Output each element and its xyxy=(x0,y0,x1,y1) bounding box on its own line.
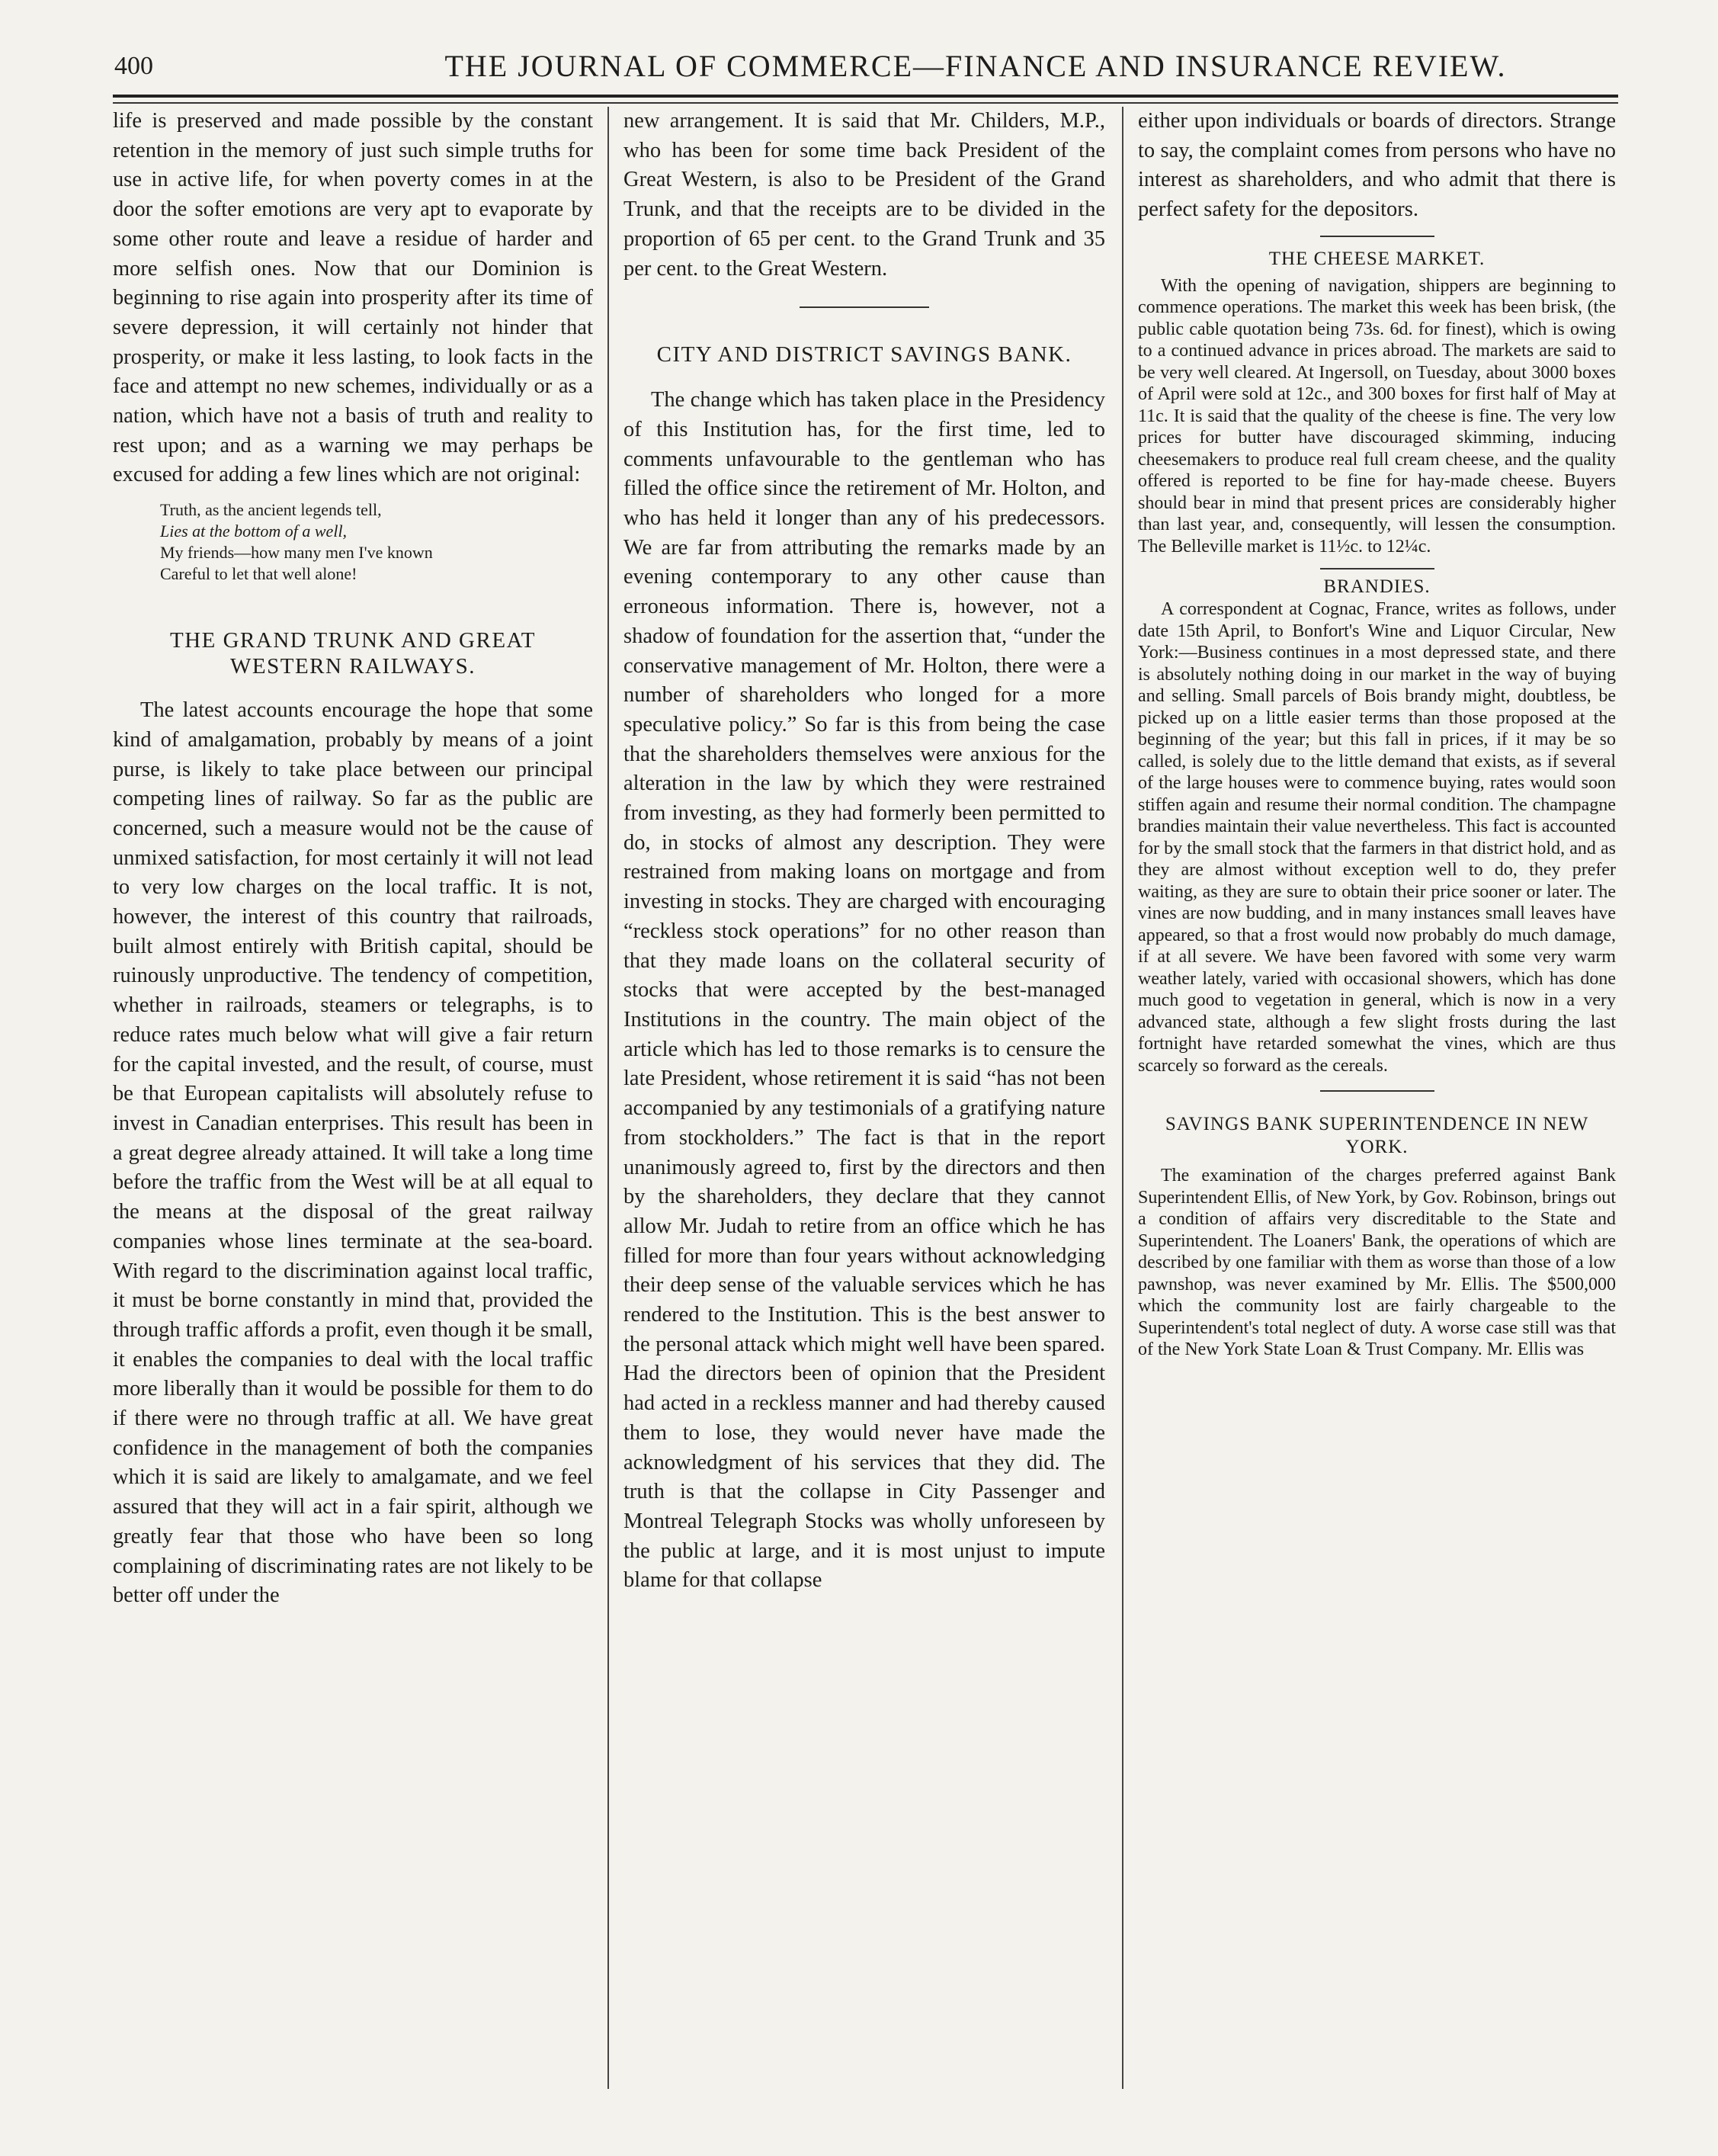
article-heading: SAVINGS BANK SUPERINTENDENCE IN NEW YORK. xyxy=(1165,1114,1589,1158)
article-paragraph: The latest accounts encourage the hope that some kind of amalgamation, probably by means of a joint purse, is likely to take place between our principal competing lines of railway. So far as the public are concerned, such a measure would not be the cause of unmixed satisfaction, for most certainly it will not lead to very low charges on the local traffic. It is not, however, the interest of this country that railroads, built almost entirely with British capital, should be ruinously unproductive. The tendency of competition, whether in railroads, steamers or telegraphs, is to reduce rates much below what will give a fair return for the capital invested, and the result, of course, must be that European capitalists will absolutely refuse to invest in Canadian enterprises. This result has been in a great degree already attained. It will take a long time before the traffic from the West will be at all equal to the means at the disposal of the great railway companies whose lines terminate at the sea-board. With regard to the discrimination against local traffic, it must be borne constantly in mind that, provided the through traffic affords a profit, even though it be small, it enables the companies to deal with the local traffic more liberally than it would be possible for them to do if there were no through traffic at all. We have great confidence in the management of both the companies which it is said are likely to amalgamate, and we feel assured that they will act in a fair spirit, although we greatly fear that those who have been so long complaining of discriminating rates are not likely to be better off under the xyxy=(113,698,593,1608)
header-rule-thick xyxy=(113,95,1618,98)
article-heading: THE CHEESE MARKET. xyxy=(1268,248,1486,269)
article-heading: THE GRAND TRUNK AND GREAT WESTERN RAILWAYS. xyxy=(169,628,537,679)
poem-line: Lies at the bottom of a well, xyxy=(160,521,348,541)
column-2 xyxy=(623,107,1105,1596)
article-paragraph: The change which has taken place in the Presidency of this Institution has, for the first time, led to comments unfavourable to the gentleman who has filled the office since the retirement of Mr. Holton, and who has held it longer than any of his predecessors. We are far from attributing the remarks made by an evening contemporary to any other cause than erroneous information. There is, however, not a shadow of foundation for the assertion that, “under the conservative management of Mr. Holton, there were a number of shareholders who longed for a more speculative policy.” So far is this from being the case that the shareholders themselves were anxious for the alteration in the law by which they were restrained from investing, as they had formerly been permitted to do, in stocks of almost any description. They were restrained from making loans on mortgage and from investing in stocks. They are charged with encouraging “reckless stock operations” for no other reason than that they made loans on the collateral security of stocks that were accepted by the best-managed Institutions in the country. The main object of the article which has led to those remarks is to censure the late President, whose retirement it is said “has not been accompanied by any testimonials of a gratifying nature from stockholders.” The fact is that in the report unanimously agreed to, first by the directors and then by the shareholders, they declare that they cannot allow Mr. Judah to retire from an office which he has filled for more than four years without acknowledging their deep sense of the valuable services which he has rendered to the Institution. This is the best answer to the personal attack which might well have been spared. Had the directors been of opinion that the President had acted in a reckless manner and had thereby caused them to lose, they would never have made the acknowledgment of his services that they did. The truth is that the collapse in City Passenger and Montreal Telegraph Stocks was wholly unforeseen by the public at large, and it is most unjust to impute blame for that collapse xyxy=(623,388,1105,1593)
running-title: THE JOURNAL OF COMMERCE—FINANCE AND INSURANCE REVIEW. xyxy=(444,49,1507,83)
poem-line: My friends—how many men I've known xyxy=(160,543,433,563)
page-header xyxy=(114,47,1623,85)
column-divider xyxy=(1122,107,1123,2089)
article-paragraph: new arrangement. It is said that Mr. Childers, M.P., who has been for some time back President of the Great Western, is also to be President of the Grand Trunk, and that the receipts are to be divided in the proportion of 65 per cent. to the Grand Trunk and 35 per cent. to the Great Western. xyxy=(623,109,1105,281)
poem-line: Careful to let that well alone! xyxy=(160,564,357,584)
article-paragraph: The examination of the charges preferred against Bank Superintendent Ellis, of New York, by Gov. Robinson, brings out a condition of affairs very discreditable to the State and Superintendent. The Loaners' Bank, the operations of which are described by one familiar with them as worse than those of a low pawnshop, was never examined by Mr. Ellis. The $500,000 which the community lost are fairly chargeable to the Superintendent's total neglect of duty. A worse case still was that of the New York State Loan & Trust Company. Mr. Ellis was xyxy=(1138,1166,1616,1360)
article-paragraph: A correspondent at Cognac, France, writes as follows, under date 15th April, to Bonfort's Wine and Liquor Circular, New York:—Business continues in a most depressed state, and there is absolutely nothing doing in our market in the way of buying and selling. Small parcels of Bois brandy might, doubtless, be picked up on a little easier terms than those proposed at the beginning of the year; but this fall in prices, if it may be so called, is solely due to the little demand that exists, as if several of the large houses were to commence buying, rates would soon stiffen again and resume their normal condition. The champagne brandies maintain their value nevertheless. This fact is accounted for by the small stock that the farmers in that district hold, and as they are almost without exception well to do, they prefer waiting, as they are sure to obtain their price sooner or later. The vines are now budding, and in many instances small leaves have appeared, so that a frost would now probably do much damage, if at all severe. We have been favored with some very warm weather lately, varied with occasional showers, which has done much good to vegetation in general, which is now in a very advanced state, although a few slight frosts during the last fortnight have retarded somewhat the vines, which are thus scarcely so forward as the cereals. xyxy=(1138,599,1616,1076)
column-1 xyxy=(113,107,593,1611)
poem-line: Truth, as the ancient legends tell, xyxy=(160,500,382,520)
column-3 xyxy=(1138,107,1616,1361)
article-paragraph: With the opening of navigation, shippers are beginning to commence operations. The market this week has been brisk, (the public cable quotation being 73s. 6d. for finest), which is owing to a continued advance in prices abroad. The markets are said to be very well cleared. At Ingersoll, on Tuesday, about 3000 boxes of April were sold at 12c., and 300 boxes for first half of May at 11c. It is said that the quality of the cheese is fine. The very low prices for butter have discouraged skimming, inducing cheesemakers to produce real full cream cheese, and the quality offered is reported to be fine for hay-made cheese. Buyers should bear in mind that present prices are considerably higher than last year, and, consequently, will lessen the consumption. The Belleville market is 11½c. to 12¼c. xyxy=(1138,275,1616,557)
article-paragraph: either upon individuals or boards of directors. Strange to say, the complaint comes from persons who have no interest as shareholders, and who admit that there is perfect safety for the depositors. xyxy=(1138,109,1616,222)
article-heading: BRANDIES. xyxy=(1323,576,1431,598)
column-divider xyxy=(607,107,609,2089)
poem-verse xyxy=(160,499,593,585)
article-paragraph: life is preserved and made possible by the constant retention in the memory of just such simple truths for use in active life, for when poverty comes in at the door the softer emotions are very apt to evaporate by some other route and leave a residue of harder and more selfish ones. Now that our Dominion is beginning to rise again into prosperity after its time of severe depression, it will certainly not hinder that prosperity, or make it less lasting, to look facts in the face and attempt no new schemes, individually or as a nation, which have not a basis of truth and reality to rest upon; and as a warning we may perhaps be excused for adding a few lines which are not original: xyxy=(113,109,593,487)
article-heading: CITY AND DISTRICT SAVINGS BANK. xyxy=(656,342,1072,367)
page-number: 400 xyxy=(114,52,153,80)
header-rule-thin xyxy=(113,102,1618,104)
